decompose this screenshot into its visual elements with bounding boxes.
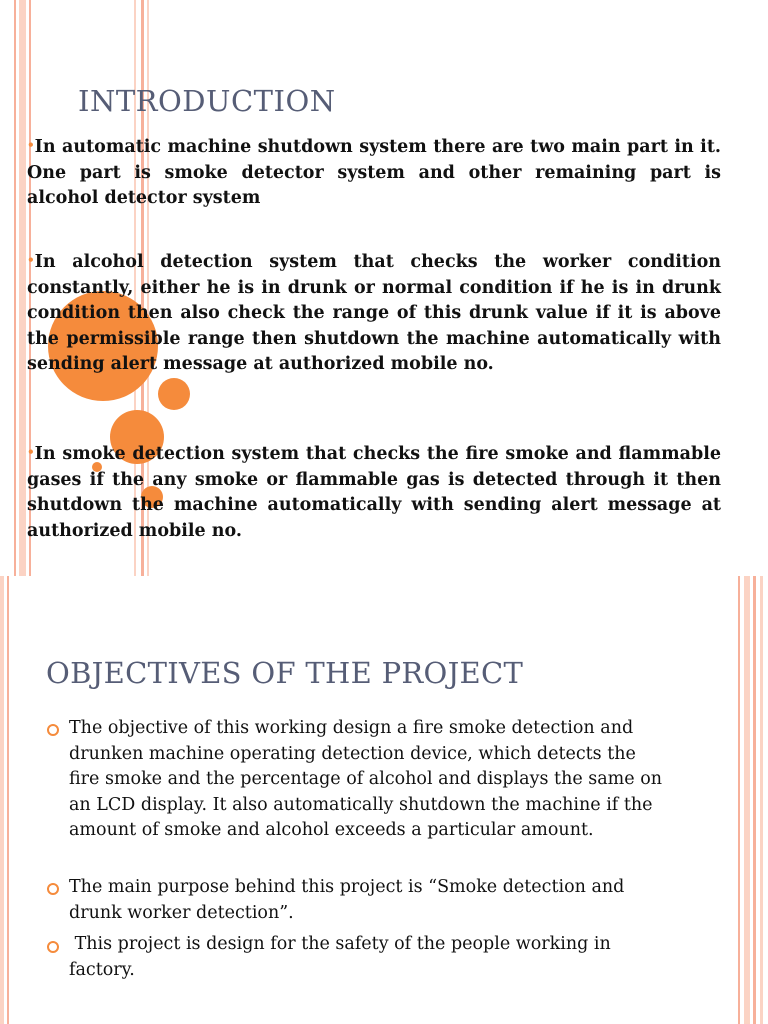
decor-stripe: [14, 0, 16, 576]
decor-stripe: [7, 576, 9, 1024]
decor-stripe: [738, 576, 740, 1024]
paragraph: [27, 133, 721, 212]
paragraph: [27, 248, 721, 378]
paragraph: [27, 440, 721, 544]
paragraph-text: In alcohol detection system that checks the worker condition constantly, either he is in drunk or normal condition if he is in drunk condition then also check the range of this drunk value if it is above the permissible range then shutdown the machine automatically with sending alert message at authorized mobile no.: [27, 252, 721, 374]
decor-stripe: [744, 576, 750, 1024]
paragraph-text: In automatic machine shutdown system there are two main part in it. One part is smoke detector system and other remaining part is alcohol detector system: [27, 137, 721, 208]
decor-stripe: [760, 576, 763, 1024]
bullet-ring-icon: [47, 883, 59, 895]
decor-stripe: [753, 576, 756, 1024]
bullet-item: This project is design for the safety of the people working in factory.: [69, 934, 617, 980]
bullet-item: The main purpose behind this project is “Smoke detection and drunk worker detection”.: [69, 877, 625, 923]
slide-title: INTRODUCTION: [78, 84, 336, 118]
decor-stripe: [19, 0, 26, 576]
bullet-dot-icon: •: [27, 138, 35, 152]
decor-circle: [158, 378, 190, 410]
bullet-dot-icon: •: [27, 253, 35, 267]
bullet-ring-icon: [47, 941, 59, 953]
bullet-dot-icon: •: [27, 445, 35, 459]
bullet-item: The objective of this working design a fire smoke detection and drunken machine operating detection device, which detects the fire smoke and the percentage of alcohol and displays the same on an LCD display. It also automatically shutdown the machine if the amount of smoke and alcohol exceeds a particular amount.: [69, 718, 663, 840]
slide-title: OBJECTIVES OF THE PROJECT: [46, 656, 524, 690]
paragraph-text: In smoke detection system that checks the fire smoke and flammable gases if the any smoke or flammable gas is detected through it then shutdown the machine automatically with sending alert message at authorized mobile no.: [27, 444, 721, 541]
decor-stripe: [0, 576, 4, 1024]
slide-objectives: [0, 576, 768, 1024]
bullet-ring-icon: [47, 724, 59, 736]
